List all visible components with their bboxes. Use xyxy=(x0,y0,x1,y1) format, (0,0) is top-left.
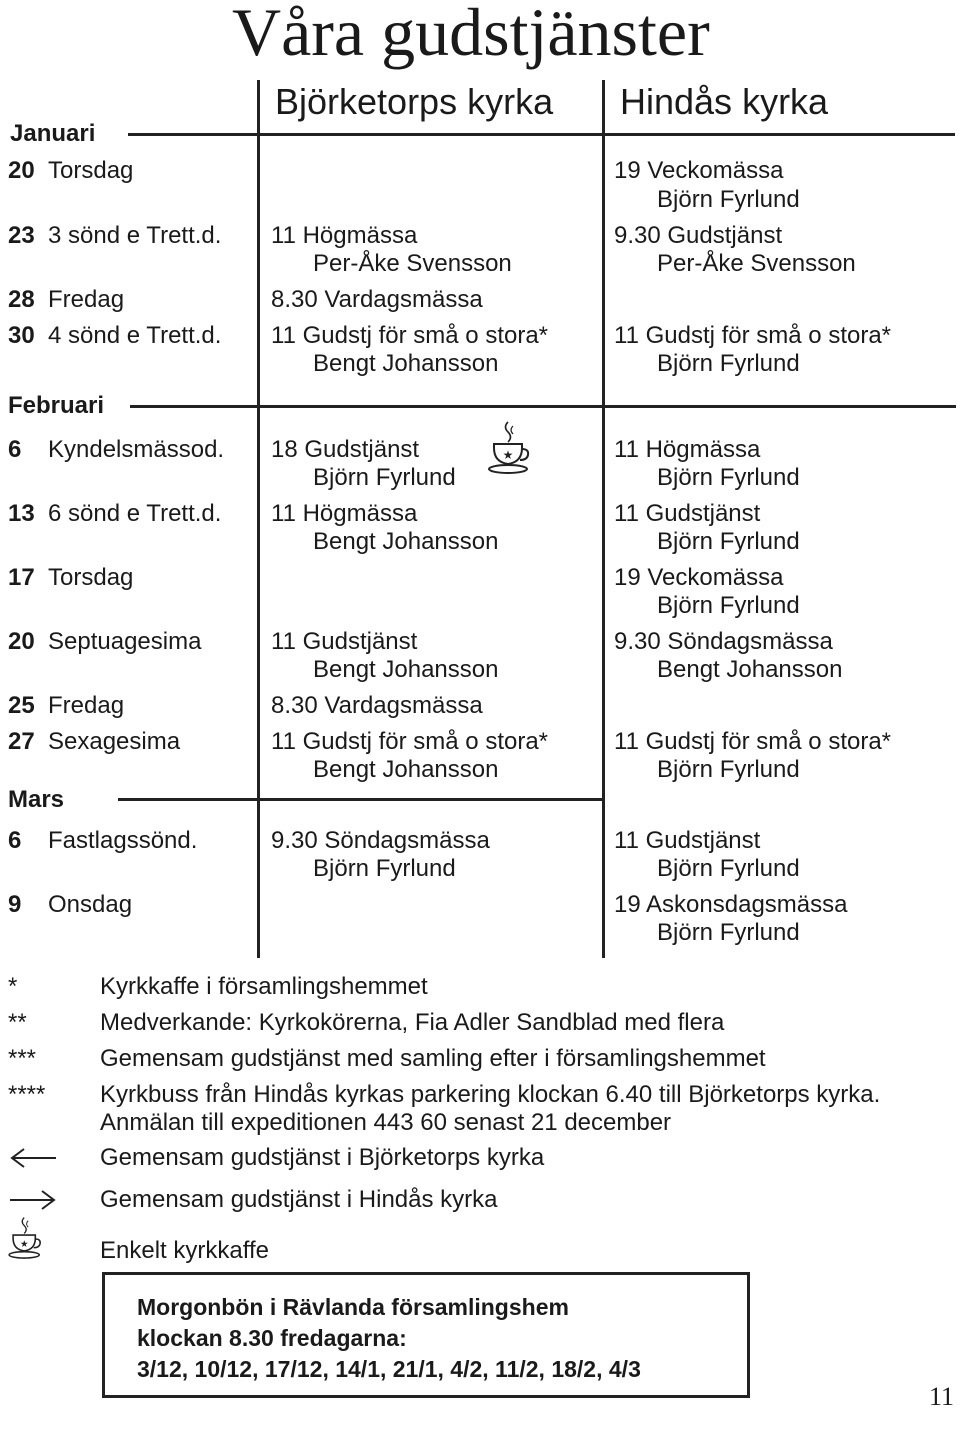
row-hindas-priest: Björn Fyrlund xyxy=(657,528,800,555)
page-title: Våra gudstjänster xyxy=(232,0,710,70)
legend-text: Kyrkkaffe i församlingshemmet xyxy=(100,973,428,1000)
row-bjorketorp-priest: Björn Fyrlund xyxy=(313,464,456,491)
row-name: Sexagesima xyxy=(48,728,181,755)
row-day: 30 xyxy=(8,322,35,349)
row-bjorketorp-priest: Bengt Johansson xyxy=(313,350,499,377)
row-hindas-service: 11 Gudstj för små o stora* xyxy=(614,322,892,349)
morning-prayer-box xyxy=(102,1272,750,1398)
row-bjorketorp-service: 9.30 Söndagsmässa xyxy=(271,827,490,854)
row-bjorketorp-service: 11 Högmässa xyxy=(271,500,418,527)
legend-text-continued: Anmälan till expeditionen 443 60 senast 21 december xyxy=(100,1109,672,1136)
column-header-hindas: Hindås kyrka xyxy=(620,81,829,122)
row-bjorketorp-priest: Bengt Johansson xyxy=(313,756,499,783)
legend-text: Gemensam gudstjänst i Hindås kyrka xyxy=(100,1186,498,1213)
row-hindas-service: 19 Veckomässa xyxy=(614,564,784,591)
legend-text: Medverkande: Kyrkokörerna, Fia Adler Sandblad med flera xyxy=(100,1009,725,1036)
row-day: 28 xyxy=(8,286,35,313)
row-bjorketorp-service: 8.30 Vardagsmässa xyxy=(271,286,483,313)
row-bjorketorp-service: 11 Gudstj för små o stora* xyxy=(271,728,549,755)
row-hindas-priest: Björn Fyrlund xyxy=(657,756,800,783)
row-bjorketorp-service: 11 Högmässa xyxy=(271,222,418,249)
row-bjorketorp-priest: Bengt Johansson xyxy=(313,528,499,555)
month-rule-januari xyxy=(128,133,955,136)
row-hindas-priest: Bengt Johansson xyxy=(657,656,843,683)
row-hindas-priest: Per-Åke Svensson xyxy=(657,250,856,277)
box-line-3: 3/12, 10/12, 17/12, 14/1, 21/1, 4/2, 11/2, 18/2, 4/3 xyxy=(137,1356,641,1382)
row-day: 6 xyxy=(8,827,22,854)
box-line-1: Morgonbön i Rävlanda församlingshem xyxy=(137,1294,569,1320)
row-hindas-service: 19 Askonsdagsmässa xyxy=(614,891,848,918)
row-hindas-priest: Björn Fyrlund xyxy=(657,919,800,946)
row-day: 20 xyxy=(8,628,35,655)
legend-text: Kyrkbuss från Hindås kyrkas parkering klockan 6.40 till Björketorps kyrka. xyxy=(100,1081,881,1108)
page-number: 11 xyxy=(928,1382,954,1411)
row-hindas-priest: Björn Fyrlund xyxy=(657,186,800,213)
month-rule-mars xyxy=(118,798,604,801)
row-name: Torsdag xyxy=(48,157,134,184)
row-hindas-priest: Björn Fyrlund xyxy=(657,592,800,619)
left-arrow-icon xyxy=(8,1146,58,1175)
legend-text: Enkelt kyrkkaffe xyxy=(100,1237,269,1264)
row-day: 27 xyxy=(8,728,35,755)
month-mars: Mars xyxy=(8,786,65,813)
row-name: 4 sönd e Trett.d. xyxy=(48,322,222,349)
row-bjorketorp-service: 8.30 Vardagsmässa xyxy=(271,692,483,719)
row-hindas-priest: Björn Fyrlund xyxy=(657,855,800,882)
row-hindas-service: 11 Gudstj för små o stora* xyxy=(614,728,892,755)
row-hindas-service: 19 Veckomässa xyxy=(614,157,784,184)
row-name: Kyndelsmässod. xyxy=(48,436,225,463)
column-divider-right xyxy=(602,80,605,958)
legend-symbol: **** xyxy=(8,1081,46,1108)
column-header-bjorketorp: Björketorps kyrka xyxy=(275,81,554,122)
row-hindas-priest: Björn Fyrlund xyxy=(657,350,800,377)
row-name: 3 sönd e Trett.d. xyxy=(48,222,222,249)
row-hindas-service: 9.30 Söndagsmässa xyxy=(614,628,833,655)
row-name: Fredag xyxy=(48,286,125,313)
row-hindas-priest: Björn Fyrlund xyxy=(657,464,800,491)
box-line-2: klockan 8.30 fredagarna: xyxy=(137,1325,407,1351)
row-day: 23 xyxy=(8,222,35,249)
coffee-cup-icon xyxy=(8,1216,42,1262)
legend-symbol: * xyxy=(8,973,18,1000)
row-bjorketorp-priest: Per-Åke Svensson xyxy=(313,250,512,277)
row-hindas-service: 11 Gudstjänst xyxy=(614,827,761,854)
legend-text: Gemensam gudstjänst i Björketorps kyrka xyxy=(100,1144,545,1171)
row-name: Fastlagssönd. xyxy=(48,827,198,854)
svg-text:★: ★ xyxy=(502,448,514,462)
row-day: 20 xyxy=(8,157,35,184)
row-bjorketorp-service: 18 Gudstjänst xyxy=(271,436,420,463)
legend-text: Gemensam gudstjänst med samling efter i församlingshemmet xyxy=(100,1045,766,1072)
row-day: 13 xyxy=(8,500,35,527)
row-day: 9 xyxy=(8,891,22,918)
coffee-cup-icon xyxy=(488,420,530,478)
row-name: Onsdag xyxy=(48,891,133,918)
row-name: Torsdag xyxy=(48,564,134,591)
legend-symbol: ** xyxy=(8,1009,27,1036)
row-bjorketorp-service: 11 Gudstj för små o stora* xyxy=(271,322,549,349)
row-hindas-service: 11 Gudstjänst xyxy=(614,500,761,527)
row-name: 6 sönd e Trett.d. xyxy=(48,500,222,527)
month-rule-februari xyxy=(130,405,956,408)
right-arrow-icon xyxy=(8,1188,58,1217)
row-day: 17 xyxy=(8,564,35,591)
legend-symbol: *** xyxy=(8,1045,37,1072)
row-day: 6 xyxy=(8,436,22,463)
column-divider-left xyxy=(257,80,260,958)
row-hindas-service: 9.30 Gudstjänst xyxy=(614,222,783,249)
row-bjorketorp-priest: Björn Fyrlund xyxy=(313,855,456,882)
row-bjorketorp-priest: Bengt Johansson xyxy=(313,656,499,683)
svg-text:★: ★ xyxy=(19,1238,29,1250)
month-februari: Februari xyxy=(8,392,105,419)
row-name: Fredag xyxy=(48,692,125,719)
month-januari: Januari xyxy=(10,120,96,147)
row-hindas-service: 11 Högmässa xyxy=(614,436,761,463)
row-bjorketorp-service: 11 Gudstjänst xyxy=(271,628,418,655)
row-name: Septuagesima xyxy=(48,628,202,655)
row-day: 25 xyxy=(8,692,35,719)
